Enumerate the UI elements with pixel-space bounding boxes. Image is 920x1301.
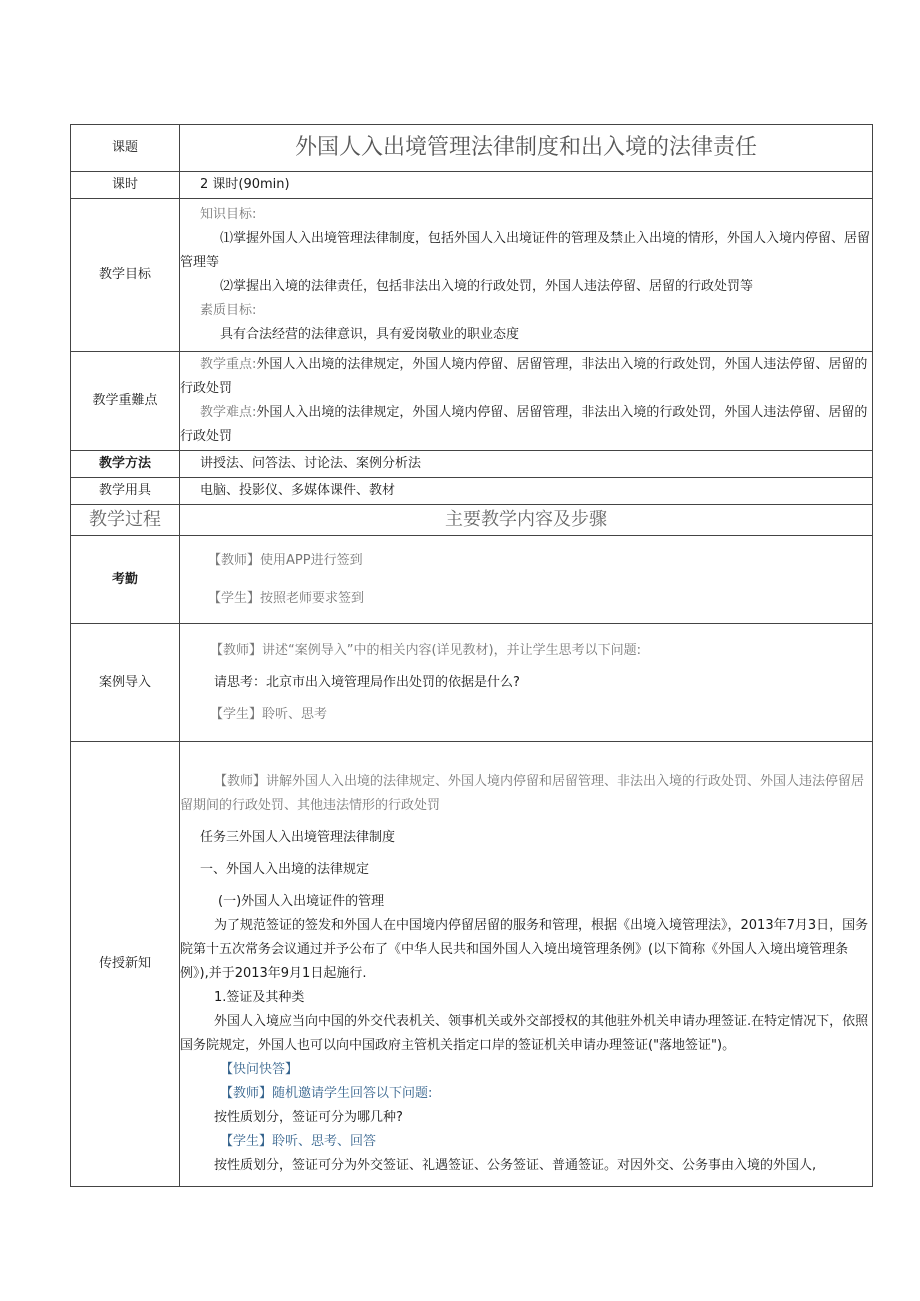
- row-new-knowledge: [71, 742, 873, 1187]
- row-topic: [71, 125, 873, 172]
- hours-label: 课时: [71, 172, 180, 199]
- methods-value: 讲授法、问答法、讨论法、案例分析法: [200, 456, 422, 471]
- nk-task: 任务三外国人入出境管理法律制度: [200, 830, 396, 845]
- objectives-label: 教学目标: [71, 199, 180, 352]
- focus-lead: 教学重点:: [200, 357, 257, 372]
- attendance-student: 【学生】按照老师要求签到: [208, 590, 365, 606]
- nk-section-1: 一、外国人入出境的法律规定: [200, 862, 370, 877]
- case-label: 案例导入: [71, 624, 180, 742]
- attendance-label: 考勤: [71, 536, 180, 624]
- keypoints-label: 教学重難点: [71, 352, 180, 451]
- lesson-title: 外国人入出境管理法律制度和出入境的法律责任: [294, 135, 757, 160]
- case-student: 【学生】聆听、思考: [210, 706, 328, 722]
- process-label: 教学过程: [89, 509, 161, 530]
- nk-teacher-2: 【教师】随机邀请学生回答以下问题:: [220, 1086, 433, 1101]
- hours-value: 2 课时(90min): [200, 177, 290, 192]
- topic-label: 课题: [71, 125, 180, 172]
- nk-teacher: 【教师】讲解外国人入出境的法律规定、外国人境内停留和居留管理、非法出入境的行政处罚、外国人违法停留居留期间的行政处罚、其他违法情形的行政处罚: [180, 774, 865, 813]
- case-question: 请思考：北京市出入境管理局作出处罚的依据是什么?: [214, 674, 520, 690]
- difficulty-text: 外国人入出境的法律规定，外国人境内停留、居留管理，非法出入境的行政处罚，外国人违法停留、居留的行政处罚: [180, 405, 868, 444]
- lesson-plan-table: [70, 124, 873, 1187]
- row-tools: [71, 478, 873, 505]
- knowledge-goal-title: 知识目标:: [200, 207, 257, 222]
- nk-question-2: 按性质划分，签证可分为哪几种?: [214, 1110, 403, 1125]
- methods-label: 教学方法: [71, 451, 180, 478]
- difficulty-lead: 教学难点:: [200, 405, 257, 420]
- nk-point-1: 1.签证及其种类: [214, 990, 305, 1005]
- row-case: [71, 624, 873, 742]
- knowledge-goal-2: ⑵掌握出入境的法律责任，包括非法出入境的行政处罚，外国人违法停留、居留的行政处罚等: [220, 279, 754, 294]
- nk-student-2: 【学生】聆听、思考、回答: [220, 1134, 377, 1149]
- case-teacher: 【教师】讲述“案例导入”中的相关内容(详见教材)，并让学生思考以下问题:: [210, 642, 641, 658]
- focus-text: 外国人入出境的法律规定，外国人境内停留、居留管理，非法出入境的行政处罚，外国人违法停留、居留的行政处罚: [180, 357, 868, 396]
- row-process-header: [71, 505, 873, 536]
- knowledge-goal-1: ⑴掌握外国人入出境管理法律制度，包括外国人入出境证件的管理及禁止入出境的情形，外国人入境内停留、居留管理等: [180, 231, 871, 270]
- quality-goal-title: 素质目标:: [200, 303, 257, 318]
- nk-answer: 按性质划分，签证可分为外交签证、礼遇签证、公务签证、普通签证。对因外交、公务事由入境的外国人,: [214, 1158, 817, 1173]
- nk-paragraph-2: 外国人入境应当向中国的外交代表机关、领事机关或外交部授权的其他驻外机关申请办理签证.在特定情况下，依照国务院规定，外国人也可以向中国政府主管机关指定口岸的签证机关申请办理签证("落地签证")。: [180, 1014, 869, 1053]
- row-hours: [71, 172, 873, 199]
- nk-paragraph-1: 为了规范签证的签发和外国人在中国境内停留居留的服务和管理，根据《出境入境管理法》，2013年7月3日，国务院第十五次常务会议通过并予公布了《中华人民共和国外国人入境出境管理条例》(以下简称《外国人入境出境管理条例》),并于2013年9月1日起施行.: [180, 918, 869, 981]
- row-keypoints: [71, 352, 873, 451]
- lesson-plan: [70, 124, 872, 1187]
- process-content-header: 主要教学内容及步骤: [445, 509, 607, 530]
- row-objectives: [71, 199, 873, 352]
- attendance-teacher: 【教师】使用APP进行签到: [208, 552, 363, 568]
- row-attendance: [71, 536, 873, 624]
- nk-subsection-1: (一)外国人入出境证件的管理: [218, 894, 385, 909]
- nk-quick-qa: 【快问快答】: [220, 1062, 299, 1077]
- new-knowledge-label: 传授新知: [71, 742, 180, 1187]
- row-methods: [71, 451, 873, 478]
- tools-label: 教学用具: [71, 478, 180, 505]
- tools-value: 电脑、投影仪、多媒体课件、教材: [200, 483, 396, 498]
- quality-goal-1: 具有合法经营的法律意识，具有爱岗敬业的职业态度: [220, 327, 520, 342]
